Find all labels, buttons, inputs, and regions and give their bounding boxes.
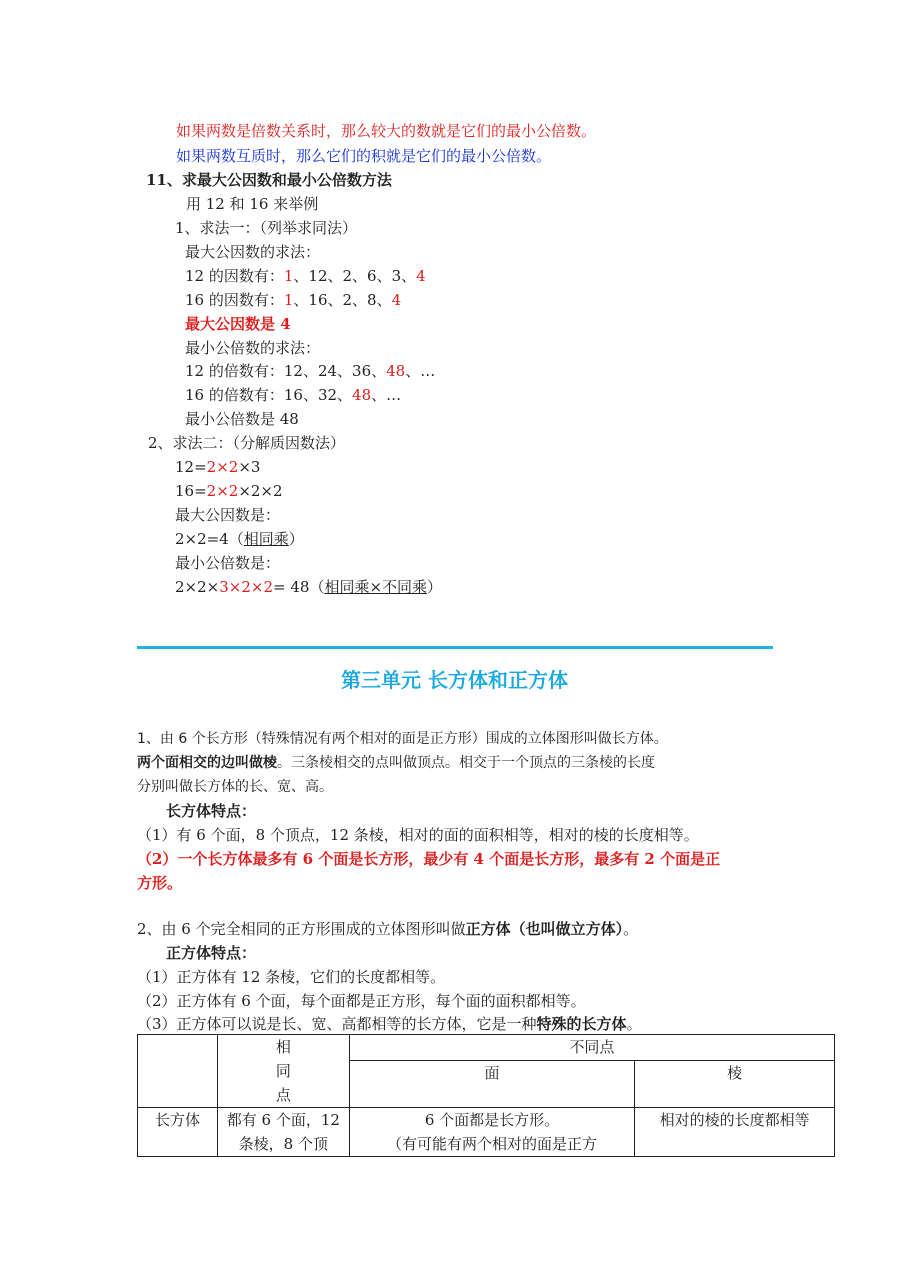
- multiples-of-12: [185, 360, 435, 382]
- cube-def-suffix: 。: [623, 920, 639, 938]
- lcm-expr-red: 3×2×2: [219, 578, 274, 596]
- row-cuboid-face: [349, 1108, 635, 1157]
- method2-lcm-expression: [175, 576, 442, 598]
- lcm-expr-a: 2×2×: [175, 578, 220, 596]
- cuboid-definition-line1: 1、由 6 个长方形（特殊情况有两个相对的面是正方形）围成的立体图形叫做长方体。: [137, 731, 668, 747]
- factors-of-16: [185, 289, 401, 311]
- multiples-16-prefix: 16 的倍数有：16、32、: [185, 386, 353, 404]
- gcf-close: ）: [288, 530, 304, 548]
- method1-title: 1、求法一：（列举求同法）: [175, 219, 358, 237]
- cuboid-feature-1: （1）有 6 个面，8 个顶点，12 条棱，相对的面的面积相等，相对的棱的长度相等。: [137, 826, 699, 844]
- same-header-char-2: 同: [275, 1062, 291, 1080]
- edge-definition: 两个面相交的边叫做棱: [137, 755, 277, 771]
- cube-features-title: 正方体特点：: [166, 944, 257, 962]
- multiples-16-suffix: 、…: [371, 386, 402, 404]
- section11-intro: 用 12 和 16 来举例: [186, 195, 319, 213]
- row-name-cuboid: 长方体: [138, 1108, 218, 1157]
- row-cuboid-same-line2: 条棱，8 个顶: [238, 1135, 328, 1153]
- factors-12-mid: 、12、2、6、3、: [293, 267, 417, 285]
- cube-definition: [137, 918, 638, 940]
- vertex-definition: 。三条棱相交的点叫做顶点。相交于一个顶点的三条棱的长度: [277, 755, 655, 771]
- comparison-table: [137, 1034, 835, 1157]
- factors-16-first: 1: [283, 291, 294, 309]
- row-cuboid-face-line2: （有可能有两个相对的面是正方: [387, 1135, 598, 1153]
- different-points-header: 不同点: [349, 1035, 834, 1061]
- cuboid-feature-2-line1: （2）一个长方体最多有 6 个面是长方形，最少有 4 个面是长方形，最多有 2 个面是正: [137, 850, 721, 868]
- multiples-12-suffix: 、…: [405, 362, 436, 380]
- edge-header: 棱: [635, 1061, 835, 1108]
- eq16-prefix: 16=: [175, 482, 207, 500]
- cube-feature-3-bold: 特殊的长方体: [536, 1015, 627, 1033]
- method2-lcm-label: 最小公倍数是：: [175, 554, 281, 572]
- factorization-12: [175, 456, 260, 478]
- cube-feature-1: （1）正方体有 12 条棱，它们的长度都相等。: [137, 968, 446, 986]
- cube-feature-3-suffix: 。: [626, 1015, 642, 1033]
- gcf-method-label: 最大公因数的求法：: [185, 243, 321, 261]
- lcm-close: ）: [427, 578, 443, 596]
- same-header-char-3: 点: [275, 1086, 291, 1104]
- multiples-16-highlight: 48: [352, 386, 372, 404]
- row-cuboid-face-line1: 6 个面都是长方形。: [424, 1111, 560, 1129]
- cuboid-definition-line2: [137, 752, 655, 774]
- eq12-common: 2×2: [206, 458, 239, 476]
- multiples-12-highlight: 48: [386, 362, 406, 380]
- cube-feature-3: [137, 1013, 642, 1035]
- multiples-12-prefix: 12 的倍数有：12、24、36、: [185, 362, 387, 380]
- factors-16-last: 4: [391, 291, 402, 309]
- eq12-suffix: ×3: [238, 458, 261, 476]
- lcm-multiple-rule: 如果两数是倍数关系时，那么较大的数就是它们的最小公倍数。: [176, 122, 597, 140]
- section-divider: [137, 646, 773, 649]
- lcm-method-label: 最小公倍数的求法：: [185, 339, 321, 357]
- factors-12-last: 4: [416, 267, 426, 285]
- row-cuboid-same-line1: 都有 6 个面，12: [226, 1111, 340, 1129]
- lcm-note: 相同乘×不同乘: [324, 578, 428, 596]
- cube-feature-2: （2）正方体有 6 个面，每个面都是正方形，每个面的面积都相等。: [137, 992, 586, 1010]
- gcf-expr: 2×2=4（: [175, 530, 244, 548]
- cuboid-feature-2-line2: 方形。: [137, 874, 183, 892]
- factors-16-prefix: 16 的因数有：: [185, 291, 284, 309]
- same-header-char-1: 相: [275, 1038, 291, 1056]
- cube-feature-3-prefix: （3）正方体可以说是长、宽、高都相等的长方体，它是一种: [137, 1015, 537, 1033]
- section11-heading: 11、求最大公因数和最小公倍数方法: [146, 171, 392, 189]
- lcm-result: 最小公倍数是 48: [185, 410, 299, 428]
- eq12-prefix: 12=: [175, 458, 207, 476]
- gcf-note: 相同乘: [243, 530, 289, 548]
- cuboid-definition-line3: 分别叫做长方体的长、宽、高。: [137, 779, 333, 795]
- table-corner-cell: [138, 1035, 218, 1108]
- table-row: [138, 1108, 835, 1157]
- multiples-of-16: [185, 384, 401, 406]
- face-header: 面: [349, 1061, 635, 1108]
- cuboid-features-title: 长方体特点：: [166, 802, 257, 820]
- factors-12-first: 1: [283, 267, 294, 285]
- method2-gcf-expression: [175, 528, 304, 550]
- factors-16-mid: 、16、2、8、: [293, 291, 392, 309]
- factors-of-12: [185, 265, 426, 287]
- lcm-coprime-rule: 如果两数互质时，那么它们的积就是它们的最小公倍数。: [176, 147, 552, 165]
- method2-title: 2、求法二：（分解质因数法）: [148, 434, 346, 452]
- table-header-row: [138, 1035, 835, 1061]
- factorization-16: [175, 480, 283, 502]
- same-points-header: [217, 1035, 349, 1108]
- method2-gcf-label: 最大公因数是：: [175, 506, 281, 524]
- row-cuboid-same: [217, 1108, 349, 1157]
- eq16-common: 2×2: [206, 482, 239, 500]
- unit-title: 第三单元 长方体和正方体: [341, 668, 568, 692]
- lcm-expr-b: = 48（: [273, 578, 325, 596]
- row-cuboid-edge: 相对的棱的长度都相等: [635, 1108, 835, 1157]
- gcf-result: 最大公因数是 4: [185, 315, 291, 333]
- eq16-suffix: ×2×2: [238, 482, 283, 500]
- cube-def-prefix: 2、由 6 个完全相同的正方形围成的立体图形叫做: [137, 920, 466, 938]
- cube-def-bold: 正方体（也叫做立方体）: [465, 920, 624, 938]
- factors-12-prefix: 12 的因数有：: [185, 267, 284, 285]
